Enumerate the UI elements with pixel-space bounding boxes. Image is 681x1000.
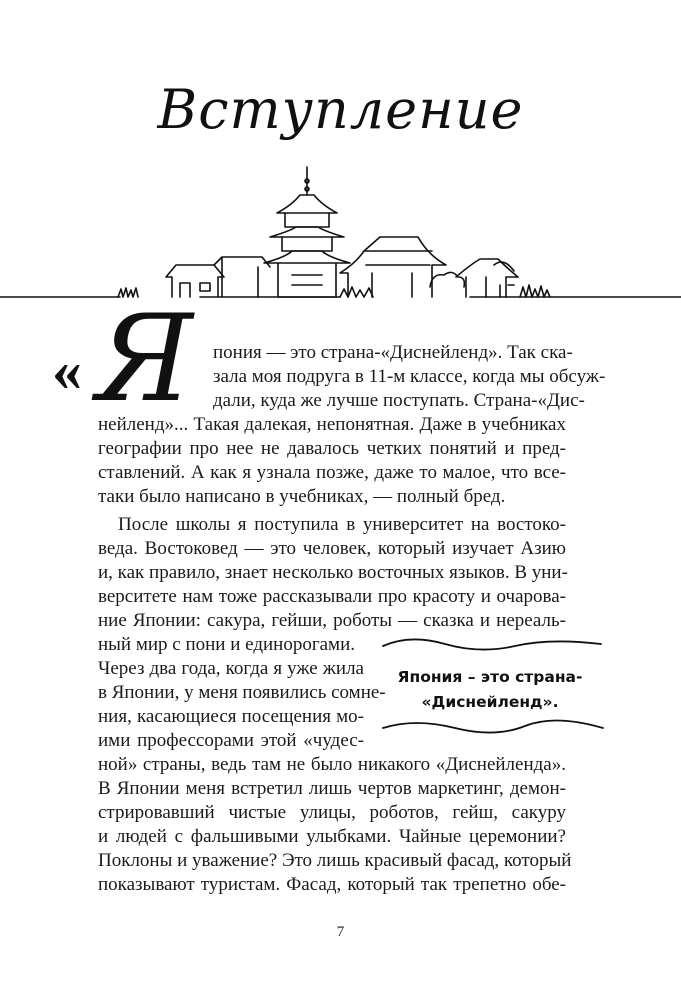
page-number: 7 [336, 924, 345, 940]
text-line: стрировавший чистые улицы, роботов, гейш, сакуру [98, 802, 566, 823]
opening-quote-mark: « [52, 337, 82, 403]
text-line: и, как правило, знает несколько восточных языков. В уни- [98, 562, 568, 583]
pull-quote [375, 665, 605, 715]
text-line: Поклоны и уважение? Это лишь красивый фасад, который [98, 850, 572, 871]
pull-quote-line: Япония – это страна- [397, 668, 583, 686]
text-line: ставлений. А как я узнала позже, даже то малое, что все- [98, 462, 566, 483]
chapter-title: Вступление [157, 78, 524, 141]
text-line: ние Японии: сакура, гейши, роботы — сказка и нереаль- [98, 610, 566, 631]
text-line: ния, касающиеся посещения мо- [98, 706, 364, 727]
text-line: ный мир с пони и единорогами. [98, 634, 356, 655]
text-line: и людей с фальшивыми улыбками. Чайные церемонии? [98, 826, 566, 847]
text-line: пония — это страна-«Диснейленд». Так ска- [213, 342, 573, 363]
text-line: ими профессорами этой «чудес- [98, 730, 364, 751]
text-line: После школы я поступила в университет на востоко- [118, 514, 566, 535]
drop-cap-letter: Я [96, 290, 193, 429]
text-line: верситете нам тоже рассказывали про красоту и очарова- [98, 586, 566, 607]
text-line: нейленд»... Такая далекая, непонятная. Даже в учебниках [98, 414, 566, 435]
text-line: В Японии меня встретил лишь чертов маркетинг, демон- [98, 778, 566, 799]
text-line: веда. Востоковед — это человек, который изучает Азию [98, 538, 566, 559]
text-line: зала моя подруга в 11-м классе, когда мы обсуж- [213, 366, 606, 387]
text-line: таки было написано в учебниках, — полный бред. [98, 486, 506, 507]
pull-quote-line: «Диснейленд». [421, 693, 559, 711]
text-line: ной» страны, ведь там не было никакого «Диснейленда». [98, 754, 566, 775]
text-line: в Японии, у меня появились сомне- [98, 682, 386, 703]
text-line: географии про нее не давалось четких понятий и пред- [98, 438, 566, 459]
text-line: показывают туристам. Фасад, который так трепетно обе- [98, 874, 566, 895]
text-line: Через два года, когда я уже жила [98, 658, 364, 679]
text-line: дали, куда же лучше поступать. Страна-«Дис- [213, 390, 585, 411]
